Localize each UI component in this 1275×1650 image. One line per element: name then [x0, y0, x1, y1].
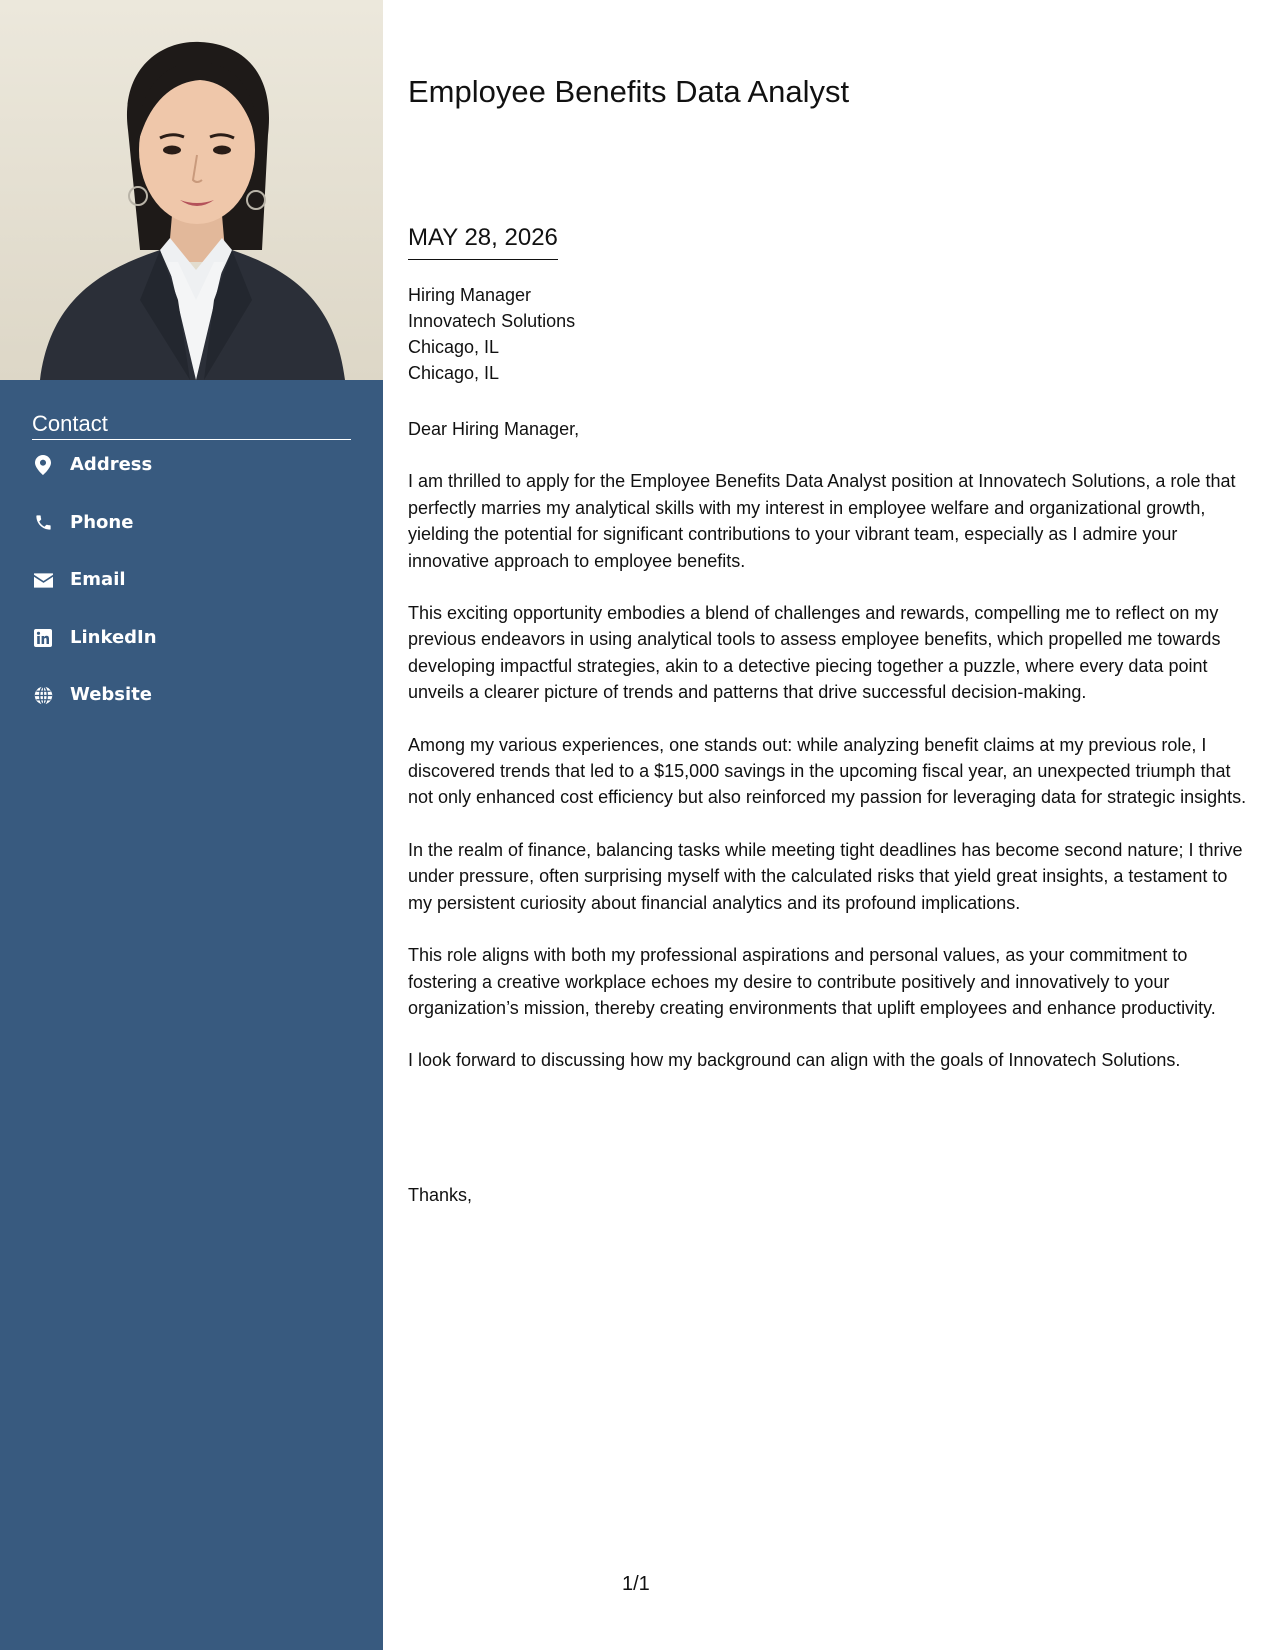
contact-list: [32, 454, 362, 742]
contact-linkedin-label: LinkedIn: [70, 626, 157, 648]
contact-item-email: [32, 569, 362, 627]
closing: Thanks,: [408, 1185, 473, 1205]
sidebar: [0, 0, 383, 1650]
recipient-line: Chicago, IL: [408, 337, 500, 357]
page-number: 1/1: [622, 1573, 650, 1595]
contact-email-label: Email: [70, 569, 126, 590]
job-title: Employee Benefits Data Analyst: [408, 74, 850, 109]
contact-item-linkedin: [32, 627, 362, 685]
contact-website-label: Website: [70, 684, 153, 705]
recipient-line: Innovatech Solutions: [408, 311, 576, 331]
body-paragraph: In the realm of finance, balancing tasks while meeting tight deadlines has become second nature; I thrive under pressure, often surprising myself with the calculated risks that yield great insights, a testament to my persistent curiosity about financial analytics and its profound implications.: [408, 839, 1243, 913]
body-paragraph: This exciting opportunity embodies a blend of challenges and rewards, compelling me to reflect on my previous endeavors in using analytical tools to assess employee benefits, which propelled me towards developing impactful strategies, akin to a detective piecing together a puzzle, where every data point unveils a clearer picture of trends and patterns that drive successful decision-making.: [408, 603, 1221, 703]
body-paragraph: I look forward to discussing how my background can align with the goals of Innovatech Solutions.: [408, 1050, 1181, 1071]
contact-address-label: Address: [70, 454, 153, 475]
body-paragraph: This role aligns with both my professional aspirations and personal values, as your commitment to fostering a creative workplace echoes my desire to contribute positively and innovatively to your organization’s mission, thereby creating environments that uplift employees and enhance productivity.: [408, 945, 1216, 1018]
recipient-line: Chicago, IL: [408, 363, 500, 383]
contact-phone-label: Phone: [70, 511, 134, 533]
recipient-line: Hiring Manager: [408, 285, 532, 305]
map-pin-icon: [32, 454, 54, 476]
body-paragraph: Among my various experiences, one stands out: while analyzing benefit claims at my previous role, I discovered trends that led to a $15,000 savings in the upcoming fiscal year, an unexpected triumph that not only enhanced cost efficiency but also reinforced my passion for leveraging data for strategic insights.: [408, 734, 1247, 808]
contact-item-phone: [32, 512, 362, 570]
contact-heading: Contact: [32, 412, 351, 440]
envelope-icon: [32, 569, 54, 591]
recipient-block: [408, 282, 575, 386]
contact-item-website: [32, 684, 362, 742]
letter-body: [408, 416, 1248, 1100]
letter-date: MAY 28, 2026: [408, 222, 558, 260]
globe-icon: [32, 684, 54, 706]
phone-icon: [32, 512, 54, 534]
profile-photo: [0, 0, 383, 380]
salutation: Dear Hiring Manager,: [408, 419, 580, 439]
body-paragraph: I am thrilled to apply for the Employee Benefits Data Analyst position at Innovatech Solutions, a role that perfectly marries my analytical skills with my interest in employee welfare and organizational growth, yielding the potential for significant contributions to your vibrant team, especially as I admire your innovative approach to employee benefits.: [408, 471, 1236, 571]
linkedin-icon: [32, 627, 54, 649]
contact-item-address: [32, 454, 362, 512]
